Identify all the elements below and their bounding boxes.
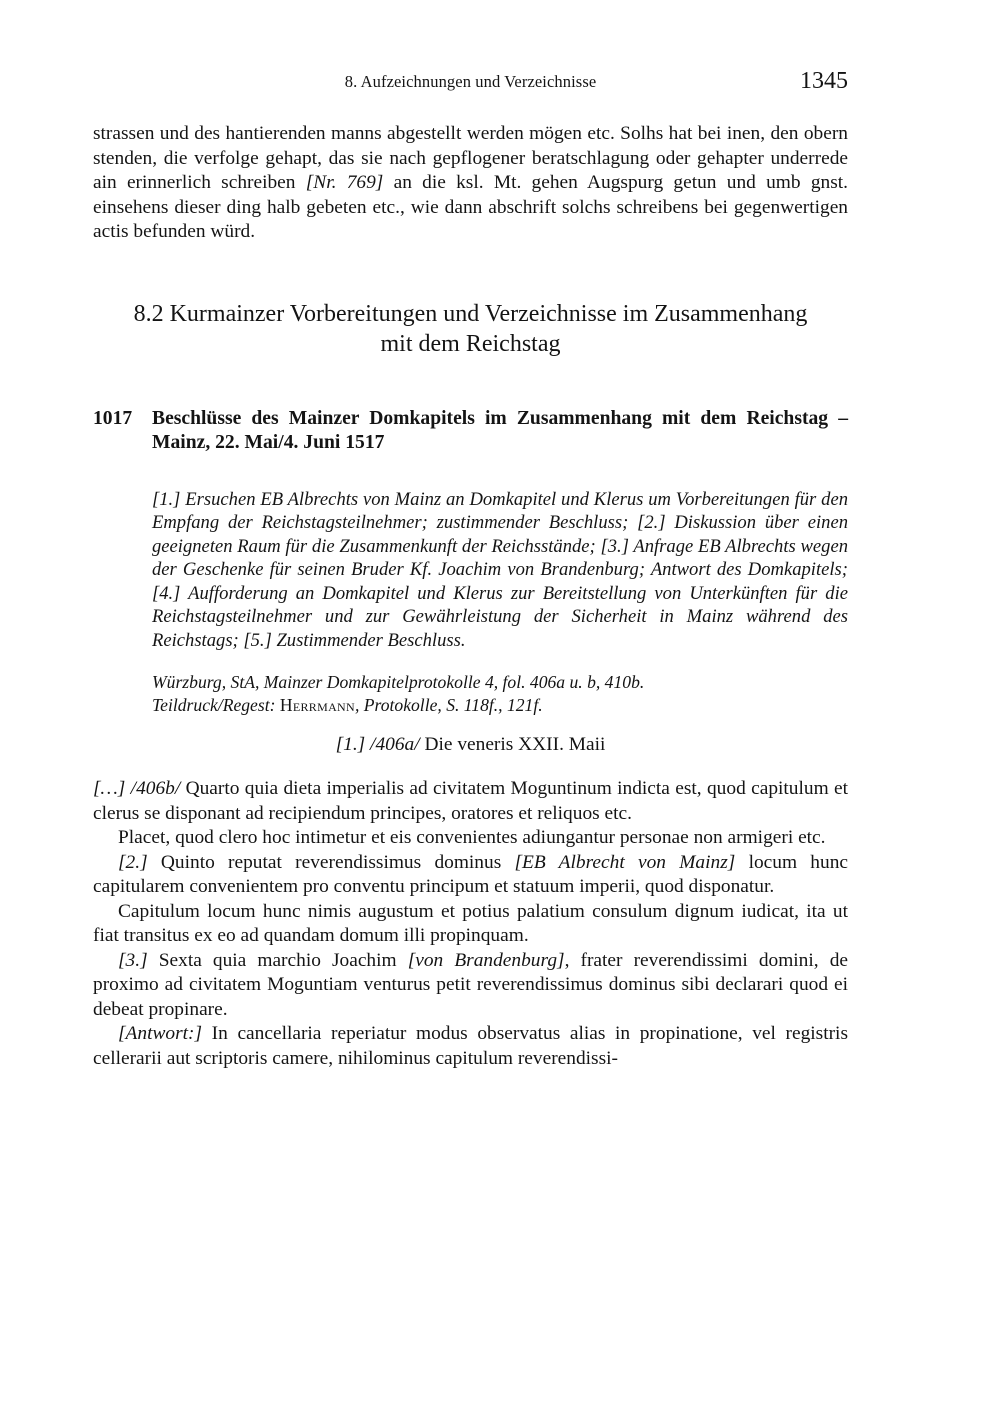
text-run: Herrmann <box>279 695 355 716</box>
text-run: locum hunc capitularem convenientem pro conventu principum et statuum imperii, quod disponatur. <box>93 851 849 898</box>
section-heading-line-2: mit dem Reichstag <box>380 330 561 357</box>
text-run: In cancellaria reperiatur modus observatus alias in propinatione, vel registris cellerarii aut scriptoris camere, nihilominus capitulum reverendissi- <box>93 1023 848 1069</box>
section-heading-line-1: 8.2 Kurmainzer Vorbereitungen und Verzeichnisse im Zusammenhang <box>133 300 808 327</box>
document-number: 1017 <box>93 407 133 429</box>
running-head <box>93 68 848 102</box>
edition-paragraph <box>93 777 848 826</box>
text-run: [Antwort:] <box>118 1023 203 1045</box>
text-run: Quinto reputat reverendissimus dominus <box>147 851 515 873</box>
text-run: [1.] /406a/ <box>335 734 420 756</box>
running-head-title: 8. Aufzeichnungen und Verzeichnisse <box>344 72 597 91</box>
edition-text <box>93 777 848 1071</box>
text-run: Teildruck/Regest: <box>152 695 280 716</box>
edition-paragraph <box>93 826 848 851</box>
text-run: [Nr. 769] <box>305 172 384 193</box>
text-run: [2.] <box>118 851 148 873</box>
edition-paragraph <box>93 900 848 949</box>
edition-dateline <box>93 733 848 758</box>
document-title: Beschlüsse des Mainzer Domkapitels im Zusammenhang mit dem Reichstag – Mainz, 22. Mai/4. Juni 1517 <box>152 407 848 453</box>
source-references <box>152 671 848 717</box>
archive-source-line <box>152 671 848 694</box>
text-run: strassen und des hantierenden manns abgestellt werden mögen etc. Solhs hat bei inen, den obern stenden, die verfolge gehapt, das sie nach gepflogener beratschlagung oder gehapter underrede ain erinnerlich schreiben <box>93 123 848 193</box>
regest-summary: [1.] Ersuchen EB Albrechts von Mainz an Domkapitel und Klerus um Vorbereitungen für den Empfang der Reichstagsteilnehmer; zustimmender Beschluss; [2.] Diskussion über einen geeigneten Raum für die Zusammenkunft der Reichsstände; [3.] Anfrage EB Albrechts wegen der Geschenke für seinen Bruder Kf. Joachim von Brandenburg; Antwort des Domkapitels; [4.] Aufforderung an Domkapitel und Klerus zur Bereitstellung von Unterkünften für die Reichstagsteilnehmer und zur Gewährleistung der Sicherheit in Mainz während des Reichstags; [5.] Zustimmender Beschluss. <box>152 488 848 652</box>
text-run: […] /406b/ <box>93 778 181 800</box>
text-run: Sexta quia marchio Joachim <box>147 949 408 971</box>
edition-paragraph <box>93 851 848 900</box>
text-run: an die ksl. Mt. gehen Augspurg getun und umb gnst. einsehens dieser ding halb gebeten etc., wie dann abschrift solchs schreibens bei gegenwertigen actis befunden würd. <box>93 172 848 242</box>
page-text-block <box>93 0 848 1071</box>
edition-paragraph <box>93 949 848 1023</box>
document-heading <box>93 407 848 455</box>
page-number: 1345 <box>800 68 848 94</box>
text-run: [von Brandenburg] <box>407 949 565 971</box>
text-run: , frater reverendissimi domini, de proximo ad civitatem Moguntiam venturus petit reverendissimus dominus sibi declarari quod ei debeat propinare. <box>93 949 848 1020</box>
section-heading <box>93 299 848 359</box>
print-reference-line <box>152 694 848 717</box>
edition-paragraph <box>93 1022 848 1071</box>
text-run: , Protokolle, S. 118f., 121f. <box>354 695 543 716</box>
text-run: Capitulum locum hunc nimis augustum et potius palatium consulum dignum iudicat, ita ut fiat transitus ex eo ad quandam domum illi propinquam. <box>93 900 848 947</box>
text-run: Würzburg, StA, Mainzer Domkapitelprotokolle 4, fol. 406a u. b, 410b. <box>152 672 645 693</box>
text-run: [EB Albrecht von Mainz] <box>514 851 736 873</box>
text-run: [3.] <box>118 949 148 971</box>
text-run: Quarto quia dieta imperialis ad civitatem Moguntinum indicta est, quod capitulum et clerus se disponant ad recipiendum principes, oratores et reliquos etc. <box>93 778 848 824</box>
text-run: Placet, quod clero hoc intimetur et eis convenientes adiungantur personae non armigeri etc. <box>118 827 826 849</box>
text-run: Die veneris XXII. Maii <box>419 734 606 756</box>
continued-paragraph <box>93 122 848 245</box>
